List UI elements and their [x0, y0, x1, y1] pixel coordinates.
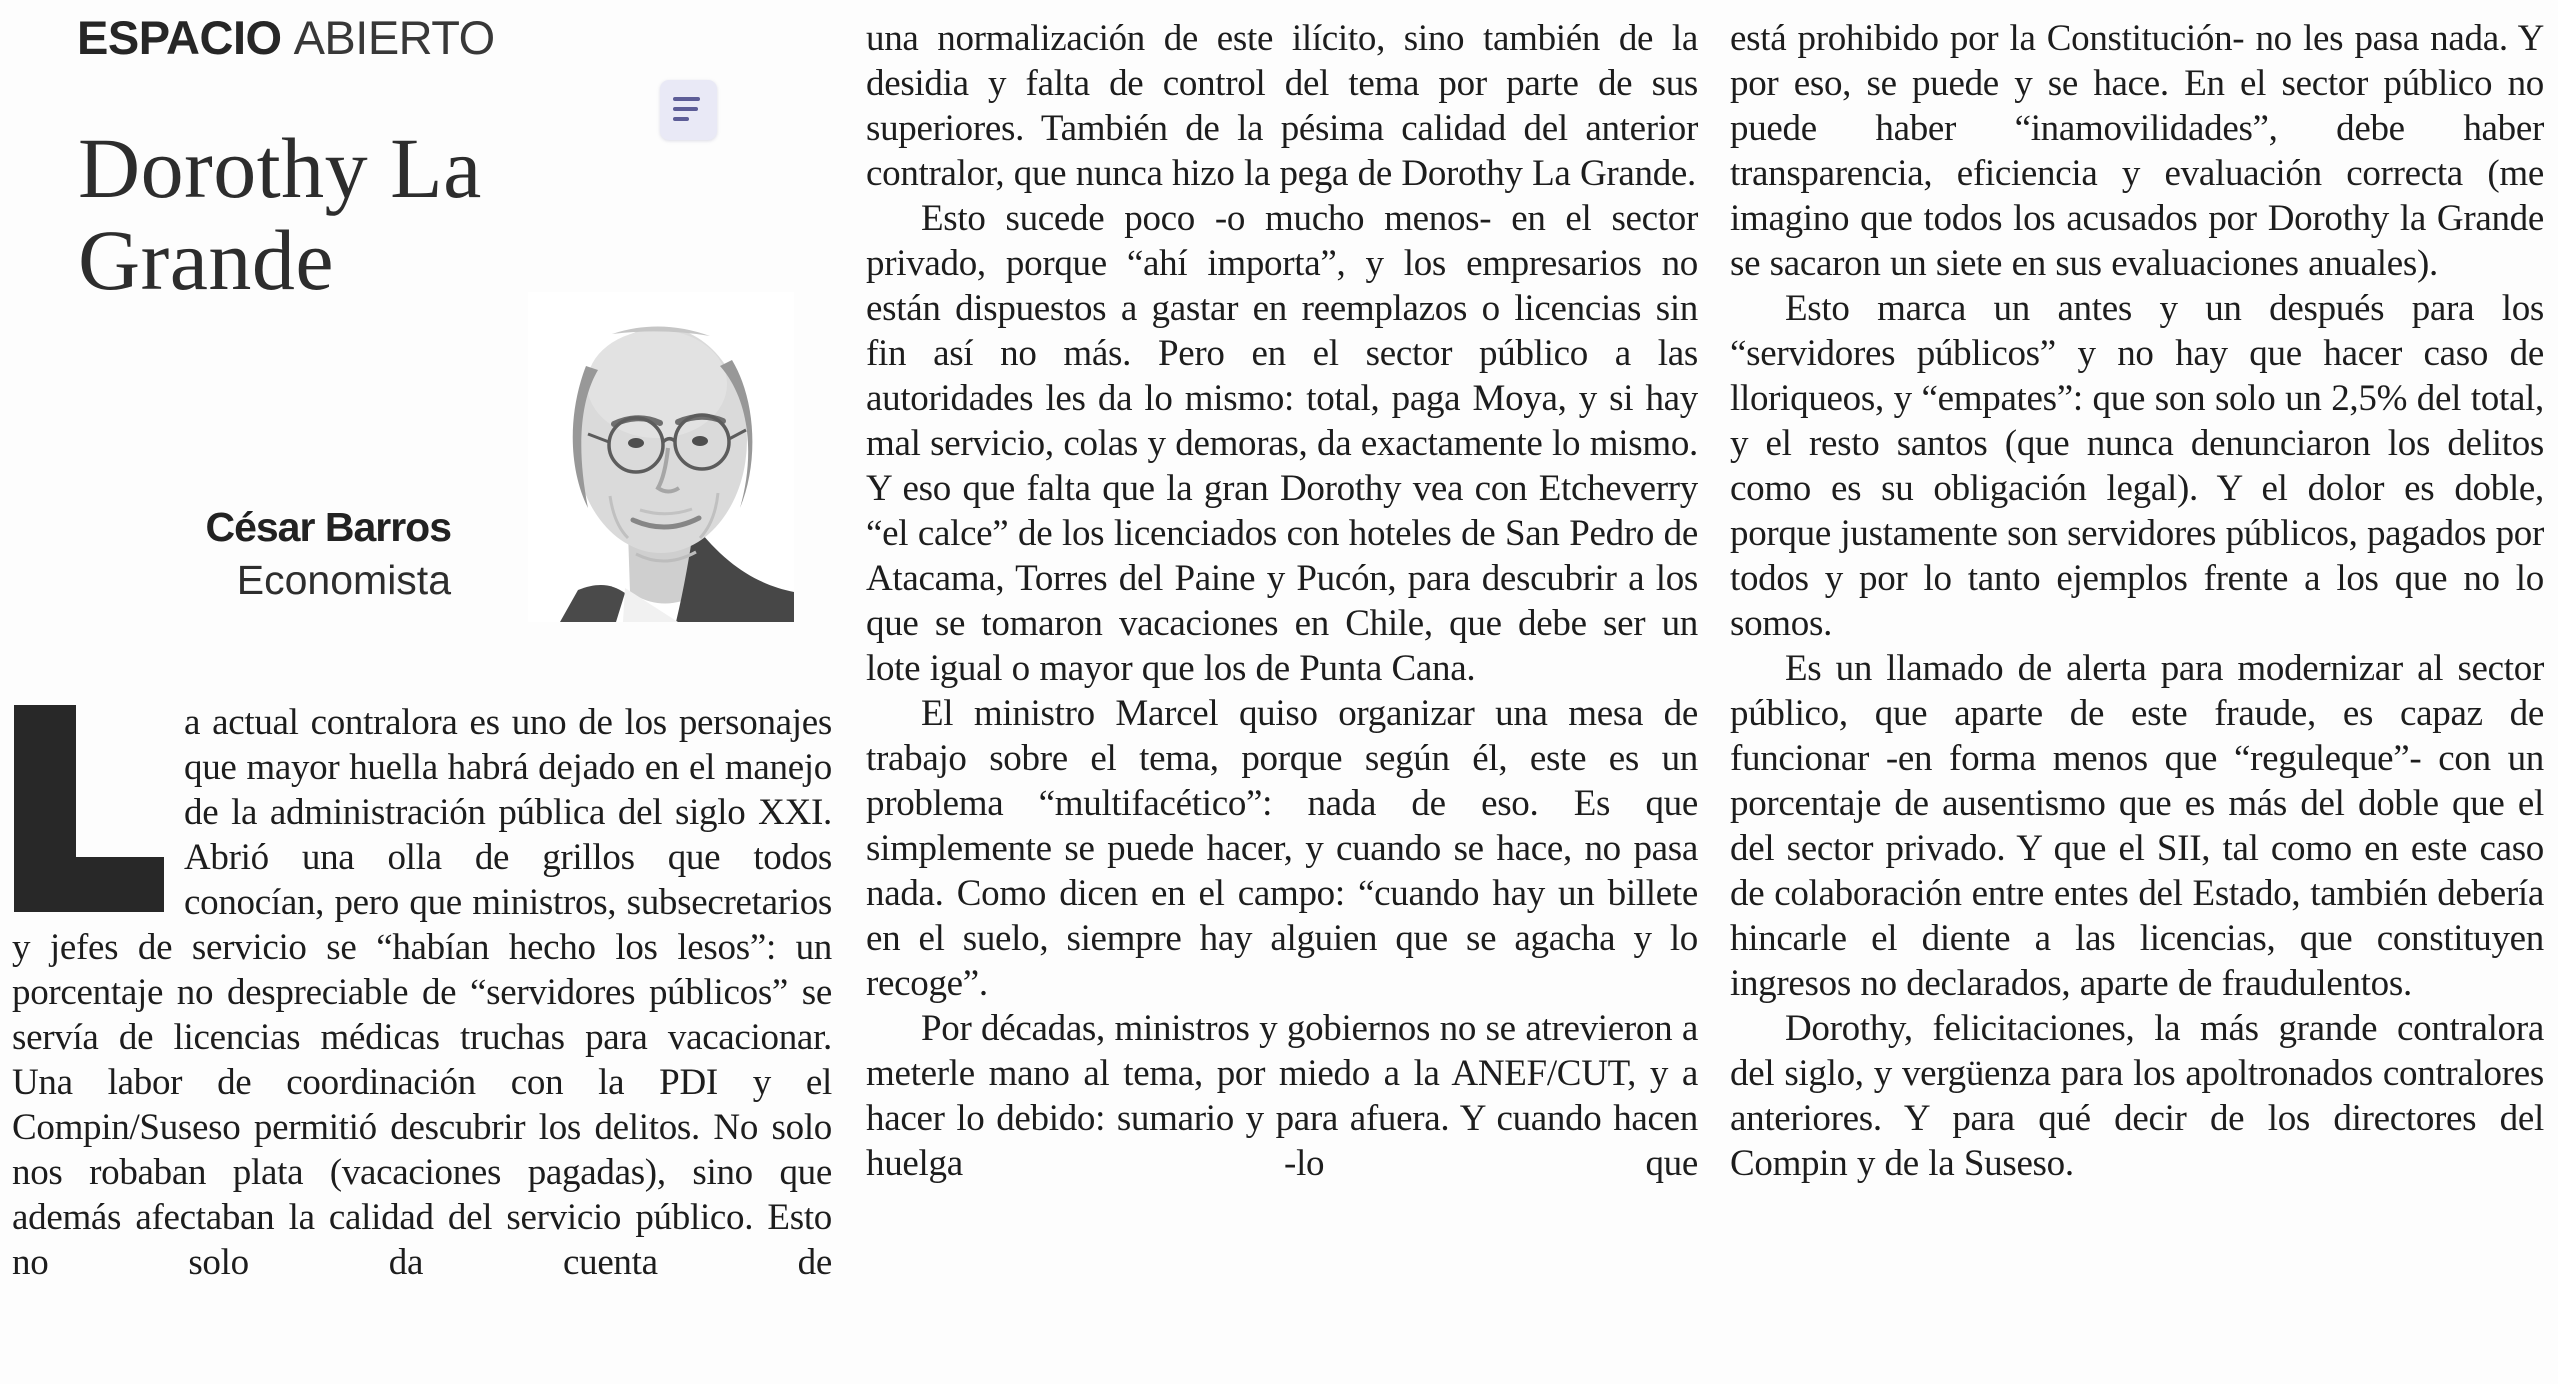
body-paragraph: El ministro Marcel quiso organizar una mesa de trabajo sobre el tema, porque según él, este es un problema “multifacético”: nada de eso. Es que simplemente se puede hacer, y cuando se hace, no pasa nada. Como dicen en el campo: “cuando hay un billete en el suelo, siempre hay alguien que se agacha y lo recoge”.: [866, 693, 1698, 1004]
body-paragraph: Es un llamado de alerta para modernizar al sector público, que aparte de este fraude, es capaz de funcionar -en forma menos que “reguleque”- con un porcentaje de ausentismo que es más del doble que el del sector privado. Y que el SII, tal como en este caso de colaboración entre entes del Estado, también debería hincarle el diente a las licencias, que constituyen ingresos no declarados, aparte de fraudulentos.: [1730, 648, 2544, 1004]
dropcap-letter-L: [14, 705, 164, 912]
note-line-icon: [673, 107, 698, 111]
body-column-2: [866, 16, 1698, 1368]
author-block: [120, 503, 451, 603]
article-title-line2: Grande: [78, 212, 335, 308]
portrait-illustration: [528, 292, 794, 622]
body-paragraph: una normalización de este ilícito, sino también de la desidia y falta de control del tema por parte de sus superiores. También de la pésima calidad del anterior contralor, que nunca hizo la pega de Dorothy La Grande.: [866, 18, 1698, 194]
section-kicker: [77, 12, 495, 64]
body-column-1: [12, 700, 832, 1380]
body-paragraph: Dorothy, felicitaciones, la más grande contralora del siglo, y vergüenza para los apoltronados contralores anteriores. Y para qué decir de los directores del Compin y de la Suseso.: [1730, 1008, 2544, 1184]
body-column-3: [1730, 16, 2544, 1368]
kicker-bold: ESPACIO: [77, 11, 282, 64]
body-paragraph: Esto marca un antes y un después para los “servidores públicos” y no hay que hacer caso de lloriqueos, y “empates”: que son solo un 2,5% del total, y el resto santos (que nunca denunciaron los delitos como es su obligación legal). Y el dolor es doble, porque justamente son servidores públicos, pagados por todos y por lo tanto ejemplos frente a los que no lo somos.: [1730, 288, 2544, 644]
body-paragraph: está prohibido por la Constitución- no les pasa nada. Y por eso, se puede y se hace. En el sector público no puede haber “inamovilidades”, debe haber transparencia, eficiencia y evaluación correcta (me imagino que todos los acusados por Dorothy la Grande se sacaron un siete en sus evaluaciones anuales).: [1730, 18, 2544, 284]
author-portrait-photo: [528, 292, 794, 622]
kicker-light: ABIERTO: [293, 11, 495, 64]
body-paragraph: Esto sucede poco -o mucho menos- en el sector privado, porque “ahí importa”, y los empresarios no están dispuestos a gastar en reemplazos o licencias sin fin así no más. Pero en el sector público a las autoridades les da lo mismo: total, paga Moya, y si hay mal servicio, colas y demoras, da exactamente lo mismo. Y eso que falta que la gran Dorothy vea con Etcheverry “el calce” de los licenciados con hoteles de San Pedro de Atacama, Torres del Paine y Pucón, para descubrir a los que se tomaron vacaciones en Chile, que debe ser un lote igual o mayor que los de Punta Cana.: [866, 198, 1698, 689]
note-line-icon: [673, 117, 689, 121]
body-paragraph: Por décadas, ministros y gobiernos no se atrevieron a meterle mano al tema, por miedo a la ANEF/CUT, y a hacer lo debido: sumario y para afuera. Y cuando hacen huelga -lo que: [866, 1008, 1698, 1184]
note-line-icon: [673, 97, 700, 101]
note-widget-icon[interactable]: [660, 80, 717, 140]
body-paragraph: a actual contralora es uno de los personajes que mayor huella habrá dejado en el manejo de la administración pública del siglo XXI. Abrió una olla de grillos que todos conocían, pero que ministros, subsecretarios y jefes de servicio se “habían hecho los lesos”: un porcentaje no despreciable de “servidores públicos” se servía de licencias médicas truchas para vacacionar. Una labor de coordinación con la PDI y el Compin/Suseso permitió descubrir los delitos. No solo nos robaban plata (vacaciones pagadas), sino que además afectaban la calidad del servicio público. Esto no solo da cuenta de: [12, 702, 832, 1283]
author-role: Economista: [236, 557, 451, 603]
article-title-line1: Dorothy La: [78, 120, 482, 216]
author-name: César Barros: [205, 504, 451, 550]
article-title: [78, 122, 482, 306]
